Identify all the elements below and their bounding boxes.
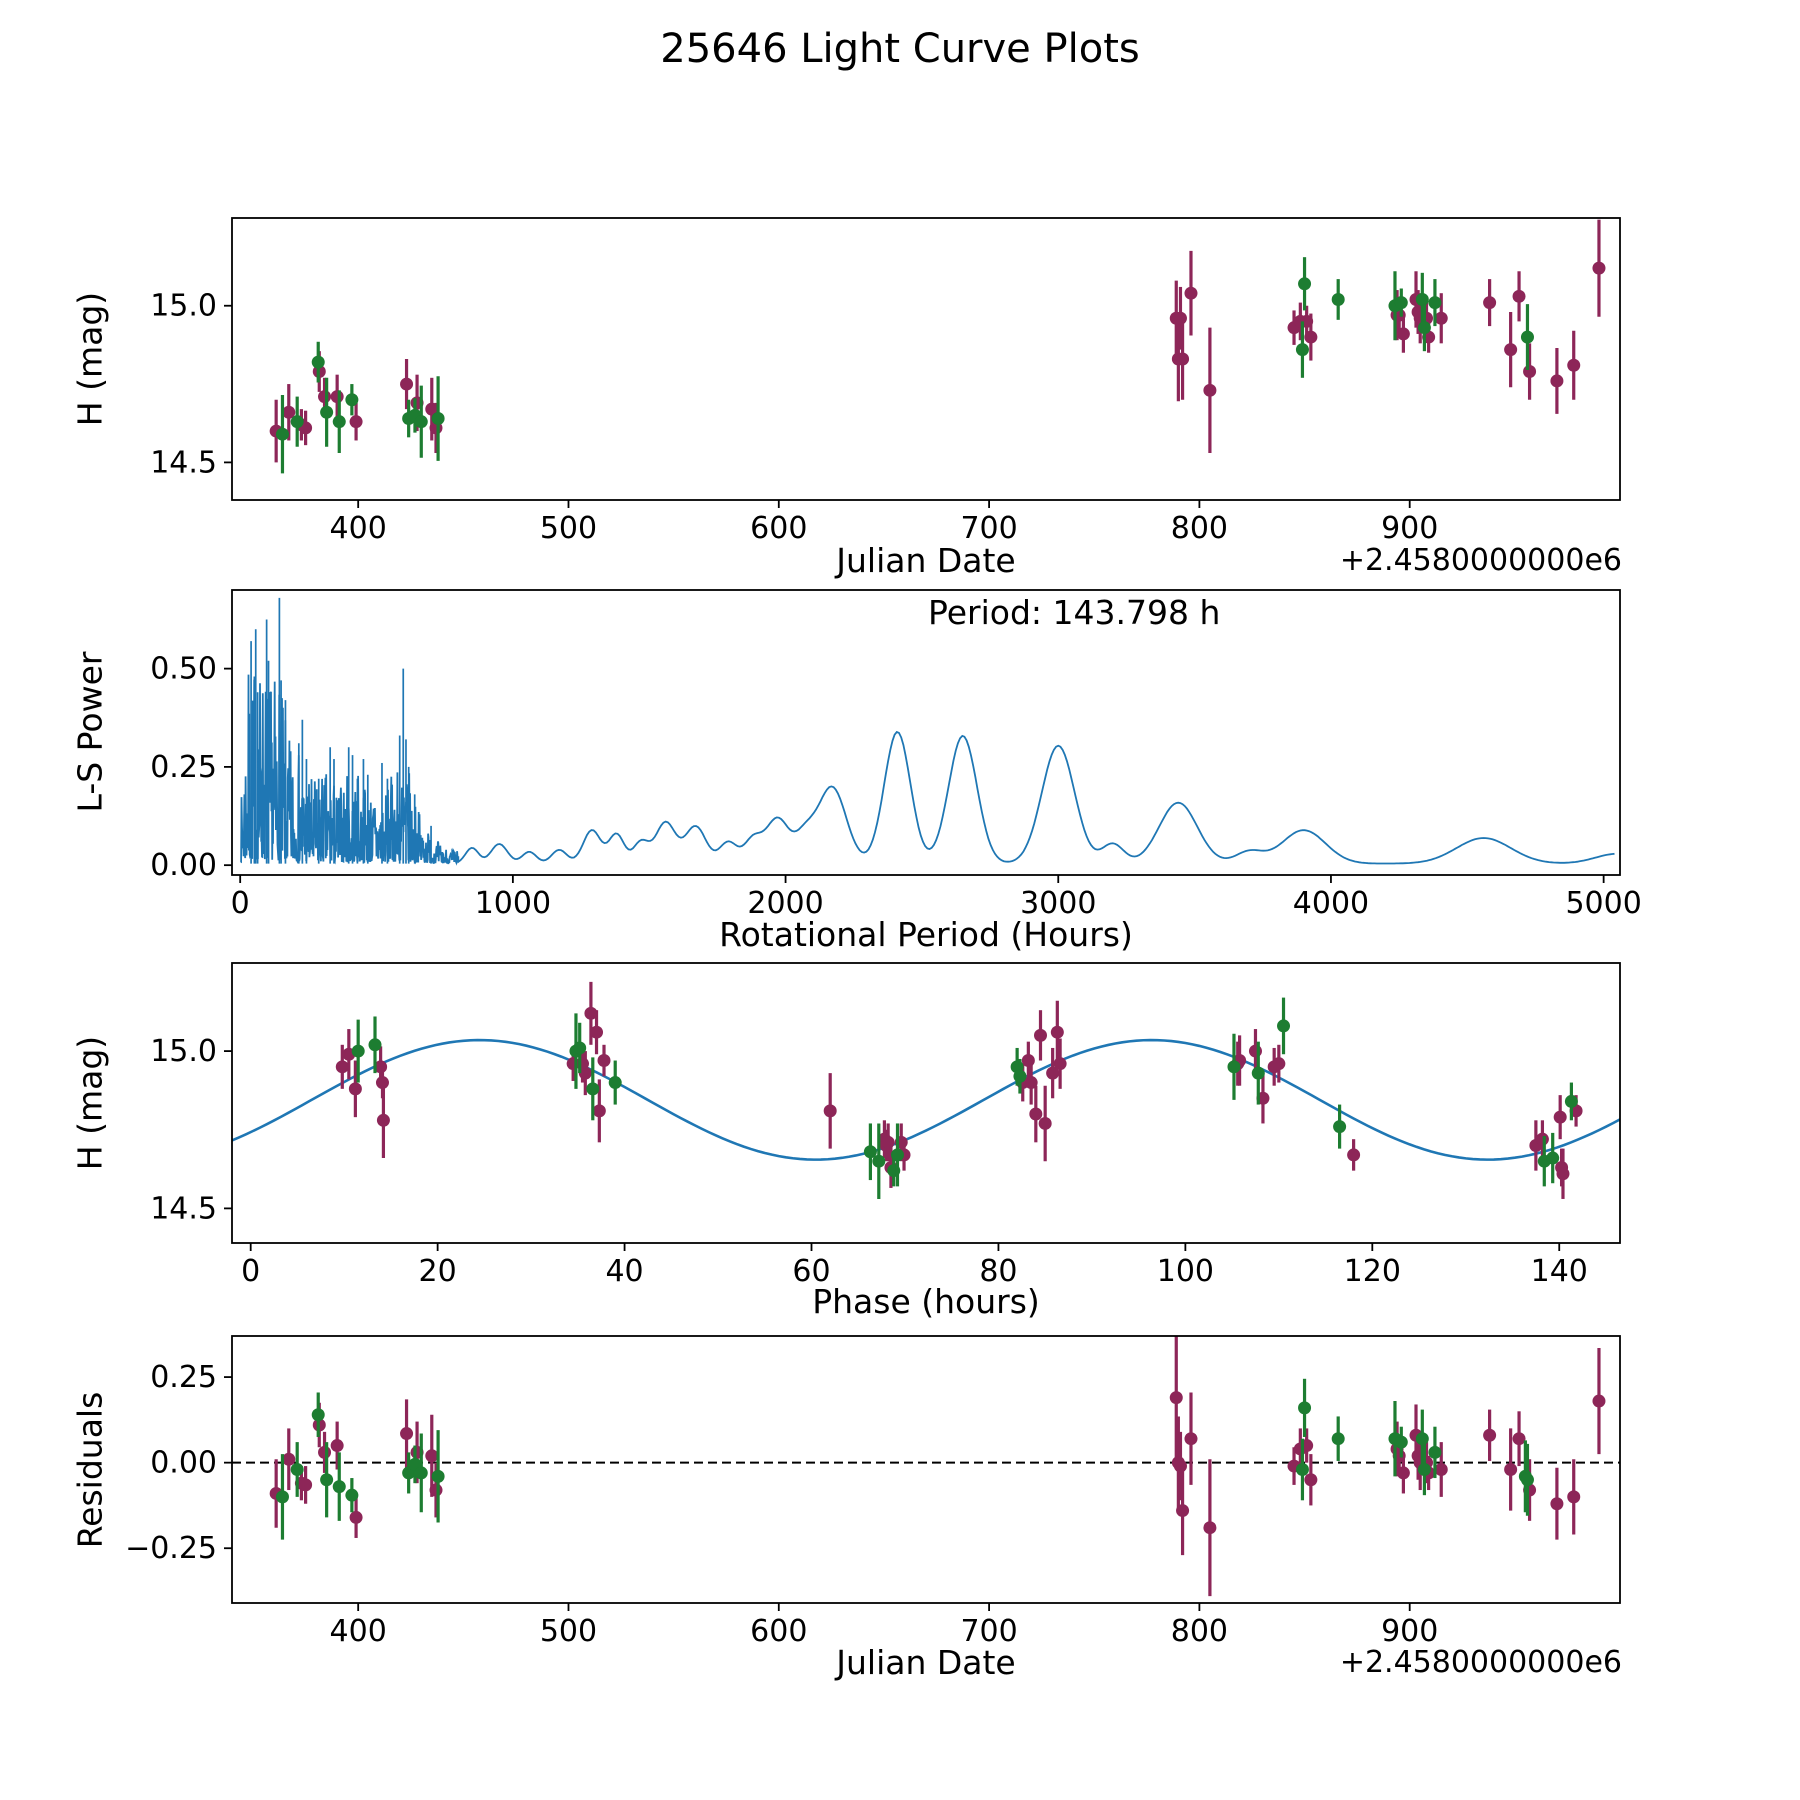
svg-text:0: 0 bbox=[230, 886, 250, 921]
axis4-offset-text: +2.4580000000e6 bbox=[1339, 1645, 1622, 1680]
svg-text:1000: 1000 bbox=[474, 886, 552, 921]
axis2-ylabel: L-S Power bbox=[70, 651, 110, 813]
svg-text:−0.25: −0.25 bbox=[125, 1531, 217, 1567]
svg-text:5000: 5000 bbox=[1565, 886, 1642, 921]
svg-text:700: 700 bbox=[960, 511, 1018, 546]
axis4-xlabel: Julian Date bbox=[836, 1643, 1016, 1682]
axis1-offset-text: +2.4580000000e6 bbox=[1339, 543, 1622, 578]
svg-text:14.5: 14.5 bbox=[150, 445, 217, 481]
axis3-ylabel: H (mag) bbox=[70, 1035, 110, 1171]
period-annotation: Period: 143.798 h bbox=[928, 593, 1221, 632]
svg-text:15.0: 15.0 bbox=[150, 1034, 217, 1070]
axis3-xlabel: Phase (hours) bbox=[812, 1282, 1040, 1321]
axis1-xlabel: Julian Date bbox=[836, 541, 1016, 580]
svg-text:400: 400 bbox=[329, 1614, 387, 1649]
svg-text:500: 500 bbox=[539, 511, 598, 546]
svg-text:100: 100 bbox=[1156, 1254, 1215, 1289]
light-curve-plot bbox=[150, 218, 1620, 546]
residuals-plot bbox=[125, 1336, 1620, 1649]
svg-text:20: 20 bbox=[418, 1254, 457, 1289]
svg-text:0: 0 bbox=[241, 1254, 261, 1289]
axis1-ylabel: H (mag) bbox=[70, 291, 110, 427]
svg-text:4000: 4000 bbox=[1292, 886, 1370, 921]
svg-text:3000: 3000 bbox=[1020, 886, 1097, 921]
svg-text:40: 40 bbox=[605, 1254, 644, 1289]
svg-text:60: 60 bbox=[792, 1254, 831, 1289]
svg-text:600: 600 bbox=[750, 1614, 808, 1649]
periodogram-plot bbox=[150, 590, 1642, 921]
svg-text:0.50: 0.50 bbox=[150, 651, 217, 687]
svg-text:900: 900 bbox=[1381, 1614, 1439, 1649]
svg-text:120: 120 bbox=[1343, 1254, 1401, 1289]
svg-text:700: 700 bbox=[960, 1614, 1018, 1649]
svg-text:140: 140 bbox=[1530, 1254, 1588, 1289]
svg-text:900: 900 bbox=[1381, 511, 1439, 546]
axis4-ylabel: Residuals bbox=[70, 1391, 110, 1549]
svg-text:2000: 2000 bbox=[747, 886, 824, 921]
page-title: 25646 Light Curve Plots bbox=[660, 26, 1140, 72]
svg-text:0.25: 0.25 bbox=[150, 1360, 217, 1396]
svg-text:600: 600 bbox=[750, 511, 808, 546]
svg-text:0.25: 0.25 bbox=[150, 749, 217, 785]
svg-text:14.5: 14.5 bbox=[150, 1191, 217, 1227]
svg-text:0.00: 0.00 bbox=[150, 848, 217, 884]
svg-text:15.0: 15.0 bbox=[150, 288, 217, 324]
svg-text:800: 800 bbox=[1170, 511, 1229, 546]
svg-text:500: 500 bbox=[539, 1614, 598, 1649]
phased-light-curve-plot bbox=[150, 963, 1620, 1289]
svg-text:0.00: 0.00 bbox=[150, 1445, 217, 1481]
svg-text:80: 80 bbox=[979, 1254, 1018, 1289]
svg-text:800: 800 bbox=[1170, 1614, 1229, 1649]
axis2-xlabel: Rotational Period (Hours) bbox=[719, 915, 1133, 954]
svg-text:400: 400 bbox=[329, 511, 387, 546]
